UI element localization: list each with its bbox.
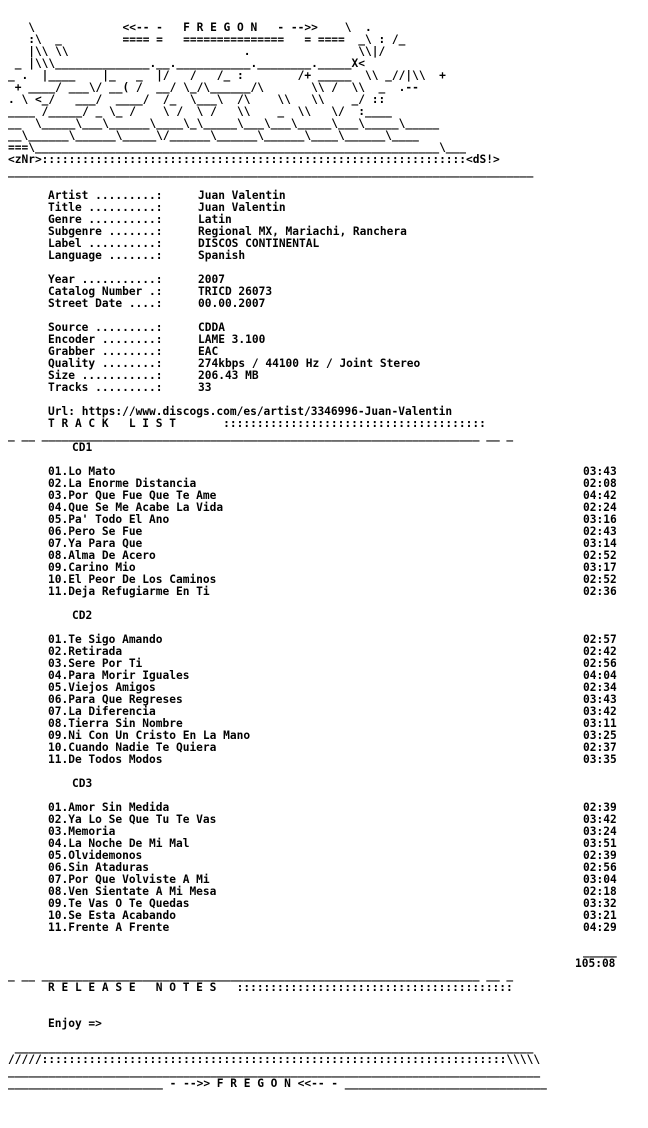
info-field-value: 00.00.2007: [198, 297, 266, 310]
track-name: 06.Sin Ataduras: [48, 861, 150, 874]
track-name: 04.Que Se Me Acabe La Vida: [48, 501, 224, 514]
info-field-label: Source .........:: [48, 321, 163, 334]
track-name: 03.Sere Por Ti: [48, 657, 143, 670]
info-field-label: Label ..........:: [48, 237, 163, 250]
track-duration: 03:11: [583, 717, 617, 730]
track-name: 10.El Peor De Los Caminos: [48, 573, 217, 586]
tracklist-title: T R A C K L I S T: [48, 417, 176, 430]
track-duration: 03:42: [583, 813, 617, 826]
track-name: 09.Carino Mio: [48, 561, 136, 574]
track-duration: 03:14: [583, 537, 617, 550]
release-notes-header: [8, 982, 648, 994]
track-name: 05.Viejos Amigos: [48, 681, 156, 694]
info-field-label: Artist .........:: [48, 189, 163, 202]
track-name: 01.Lo Mato: [48, 465, 116, 478]
info-field-value: 33: [198, 381, 212, 394]
track-name: 01.Amor Sin Medida: [48, 801, 170, 814]
track-duration: 03:51: [583, 837, 617, 850]
track-name: 09.Ni Con Un Cristo En La Mano: [48, 729, 251, 742]
track-name: 04.Para Morir Iguales: [48, 669, 190, 682]
cd-heading: CD3: [72, 777, 93, 790]
track-duration: 02:08: [583, 477, 617, 490]
track-name: 07.Ya Para Que: [48, 537, 143, 550]
info-field-value: Juan Valentin: [198, 189, 286, 202]
info-field-value: CDDA: [198, 321, 225, 334]
logo-art-line: ===\____________________________________________________________\___: [8, 141, 467, 154]
track-name: 03.Memoria: [48, 825, 116, 838]
cd-heading: CD1: [72, 441, 93, 454]
info-field-label: Tracks .........:: [48, 381, 163, 394]
logo-art-line: :\ _ ==== = =============== = ==== _\ : /_: [8, 33, 406, 46]
logo-art-line: \ <<-- - F R E G O N - -->> \ .: [8, 21, 372, 34]
tracklist-divider: _ __ _________________________________________________________________ __ _: [8, 429, 514, 442]
track-name: 01.Te Sigo Amando: [48, 633, 163, 646]
track-duration: 03:35: [583, 753, 617, 766]
track-duration: 03:24: [583, 825, 617, 838]
track-duration: 02:39: [583, 849, 617, 862]
info-field-value: Latin: [198, 213, 232, 226]
track-name: 09.Te Vas O Te Quedas: [48, 897, 190, 910]
track-duration: 03:04: [583, 873, 617, 886]
track-duration: 02:39: [583, 801, 617, 814]
logo-art-line: |\\ \\ . \\|/: [8, 45, 386, 58]
total-rule: _____: [583, 945, 617, 958]
total-rule-row: [8, 946, 648, 958]
info-field-label: Size ...........:: [48, 369, 163, 382]
info-field-value: DISCOS CONTINENTAL: [198, 237, 320, 250]
info-field: [48, 250, 648, 262]
logo-art-line: _ . |____ |_ _ |/ / /_ : /+ _____ \\ _//|\\ +: [8, 69, 446, 82]
track-name: 08.Alma De Acero: [48, 549, 156, 562]
track-name: 11.Deja Refugiarme En Ti: [48, 585, 210, 598]
track-name: 02.La Enorme Distancia: [48, 477, 197, 490]
track-name: 08.Ven Sientate A Mi Mesa: [48, 885, 217, 898]
release-notes-text: Enjoy =>: [48, 1017, 102, 1030]
track-name: 11.De Todos Modos: [48, 753, 163, 766]
release-notes-header-fill: :::::::::::::::::::::::::::::::::::::::::: [236, 981, 513, 994]
track-name: 07.Por Que Volviste A Mi: [48, 873, 210, 886]
info-field: [48, 298, 648, 310]
track-name: 11.Frente A Frente: [48, 921, 170, 934]
track-duration: 02:43: [583, 525, 617, 538]
track-name: 02.Retirada: [48, 645, 123, 658]
track-duration: 03:43: [583, 693, 617, 706]
track-name: 05.Olvidemonos: [48, 849, 143, 862]
track-name: 06.Pero Se Fue: [48, 525, 143, 538]
info-field-label: Year ...........:: [48, 273, 163, 286]
track-name: 10.Se Esta Acabando: [48, 909, 176, 922]
info-field-label: Street Date ....:: [48, 297, 163, 310]
track-duration: 02:52: [583, 549, 617, 562]
footer-signature: _______________________ - -->> F R E G O N <<-- - ______________________________: [8, 1077, 547, 1090]
discogs-link[interactable]: https://www.discogs.com/es/artist/3346996-Juan-Valentin: [81, 405, 453, 418]
track-duration: 03:42: [583, 705, 617, 718]
info-field-label: Grabber ........:: [48, 345, 163, 358]
track-name: 07.La Diferencia: [48, 705, 156, 718]
notes-divider: _ __ _________________________________________________________________ __ _: [8, 969, 514, 982]
url-label: Url:: [48, 405, 75, 418]
tracklist: [8, 442, 648, 934]
track-duration: 03:43: [583, 465, 617, 478]
logo-art-line: . \ <_/ ___/ ____/ /_ \___\ /\ \\ \\ _/ ::: [8, 93, 386, 106]
track-duration: 02:37: [583, 741, 617, 754]
track-name: 03.Por Que Fue Que Te Ame: [48, 489, 217, 502]
rule: ______________________________________________________________________________: [8, 165, 534, 178]
spacer: [8, 598, 648, 610]
release-notes-title: R E L E A S E N O T E S: [48, 981, 217, 994]
track-duration: 02:56: [583, 657, 617, 670]
info-field-value: LAME 3.100: [198, 333, 266, 346]
info-field-label: Subgenre .......:: [48, 225, 163, 238]
info-field-value: Regional MX, Mariachi, Ranchera: [198, 225, 407, 238]
track-name: 04.La Noche De Mi Mal: [48, 837, 190, 850]
info-field-value: EAC: [198, 345, 219, 358]
track-duration: 03:32: [583, 897, 617, 910]
track-duration: 03:21: [583, 909, 617, 922]
logo-art-line: __ \_____\___\______\____\_\_____\___\___\_____\___\_____\_____: [8, 117, 440, 130]
info-field-label: Quality ........:: [48, 357, 163, 370]
track-duration: 04:42: [583, 489, 617, 502]
info-block-release: [8, 274, 648, 310]
info-block-technical: [8, 322, 648, 394]
track-duration: 02:18: [583, 885, 617, 898]
info-field-value: Juan Valentin: [198, 201, 286, 214]
track-duration: 02:52: [583, 573, 617, 586]
info-field-value: TRICD 26073: [198, 285, 273, 298]
info-field-value: Spanish: [198, 249, 246, 262]
info-field-label: Language .......:: [48, 249, 163, 262]
total-duration: 105:08: [575, 957, 616, 970]
fregon-ascii-logo: [8, 22, 648, 166]
info-field-value: 274kbps / 44100 Hz / Joint Stereo: [198, 357, 421, 370]
footer-rule-2: /////:::::::::::::::::::::::::::::::::::::::::::::::::::::::::::::::::::::\\\\\: [8, 1053, 541, 1066]
track-duration: 04:29: [583, 921, 617, 934]
track-duration: 02:56: [583, 861, 617, 874]
info-field-label: Genre ..........:: [48, 213, 163, 226]
info-field-value: 2007: [198, 273, 225, 286]
info-field-label: Encoder ........:: [48, 333, 163, 346]
track-duration: 02:34: [583, 681, 617, 694]
info-field-value: 206.43 MB: [198, 369, 259, 382]
track-duration: 03:16: [583, 513, 617, 526]
logo-art-line: <zNr>:::::::::::::::::::::::::::::::::::::::::::::::::::::::::::::::<dS!>: [8, 153, 500, 166]
footer-rule-3: _______________________________________________________________________________: [8, 1065, 541, 1078]
track-row: [8, 922, 648, 934]
info-field-label: Title ..........:: [48, 201, 163, 214]
info-field-label: Catalog Number .:: [48, 285, 163, 298]
info-field: [48, 382, 648, 394]
logo-art-line: _ |\\\______________.__.___________.________._____X<: [8, 57, 365, 70]
track-duration: 02:57: [583, 633, 617, 646]
logo-art-line: + ____/ ___\/ __( / __/ \_/\______/\ \\ / \\ _ .--: [8, 81, 419, 94]
total-row: [8, 958, 648, 970]
track-duration: 03:17: [583, 561, 617, 574]
spacer: [8, 766, 648, 778]
track-duration: 03:25: [583, 729, 617, 742]
track-duration: 04:04: [583, 669, 617, 682]
logo-art-line: __\______\______\_____\/______\______\______\____\______\____: [8, 129, 419, 142]
track-duration: 02:42: [583, 645, 617, 658]
track-name: 05.Pa' Todo El Ano: [48, 513, 170, 526]
track-name: 10.Cuando Nadie Te Quiera: [48, 741, 217, 754]
track-name: 02.Ya Lo Se Que Tu Te Vas: [48, 813, 217, 826]
track-duration: 02:36: [583, 585, 617, 598]
track-row: [8, 586, 648, 598]
logo-art-line: ____ /_____/ _ \_ / \ / \ / \\ _ \\ \/ :____: [8, 105, 392, 118]
footer-rule-1: _____________________________________________________________________________: [8, 1041, 534, 1054]
info-block-general: [8, 190, 648, 262]
cd-heading: CD2: [72, 609, 93, 622]
track-name: 06.Para Que Regreses: [48, 693, 183, 706]
tracklist-header-fill: :::::::::::::::::::::::::::::::::::::::: [223, 417, 486, 430]
track-row: [8, 754, 648, 766]
track-name: 08.Tierra Sin Nombre: [48, 717, 183, 730]
track-duration: 02:24: [583, 501, 617, 514]
